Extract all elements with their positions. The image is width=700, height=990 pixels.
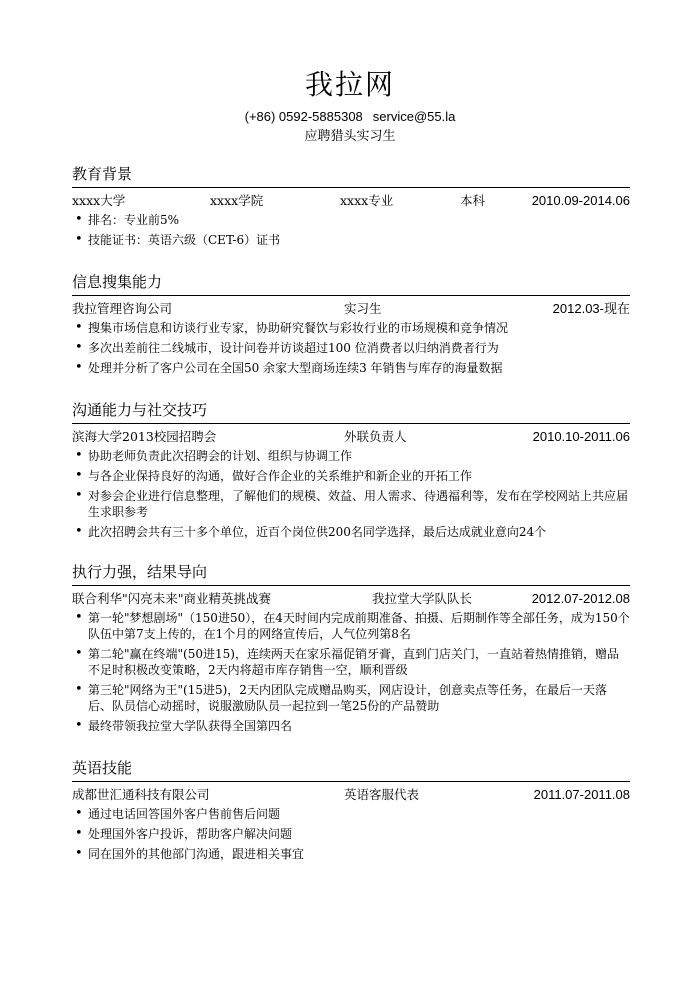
entry-header (72, 786, 630, 804)
candidate-name: 我拉网 (304, 68, 395, 101)
list-item: • 搜集市场信息和访谈行业专家，协助研究餐饮与彩妆行业的市场规模和竞争情况 (72, 320, 630, 336)
entry-header (72, 428, 630, 446)
section-info-gathering (72, 272, 630, 380)
entry-role: 外联负责人 (344, 429, 407, 444)
list-item: • 通过电话回答国外客户售前售后问题 (72, 806, 630, 822)
bullet-list (72, 320, 630, 376)
phone-number: (+86) 0592-5885308 (244, 109, 363, 124)
list-item: • 处理并分析了客户公司在全国50 余家大型商场连续3 年销售与库存的海量数据 (72, 360, 630, 376)
bullet-list (72, 212, 630, 248)
list-item: • 第一轮"梦想剧场"（150进50），在4天时间内完成前期准备、拍摄、后期制作等全部任务，成为150个队伍中第7支上传的，在1个月的网络宣传后，人气位列第8名 (72, 610, 630, 642)
section-title: 教育背景 (72, 164, 630, 188)
email-address: service@55.la (372, 109, 456, 124)
entry-major: xxxx专业 (340, 193, 394, 208)
resume-header (0, 68, 700, 146)
bullet-list (72, 448, 630, 540)
entry-role: 我拉堂大学队队长 (372, 591, 473, 606)
section-title: 执行力强，结果导向 (72, 562, 630, 586)
list-item: • 对参会企业进行信息整理，了解他们的规模、效益、用人需求、待遇福利等，发布在学校网站上共应届生求职参考 (72, 488, 630, 520)
entry-date: 2010.09-2014.06 (531, 193, 630, 208)
section-communication (72, 400, 630, 544)
entry-header (72, 300, 630, 318)
bullet-list (72, 610, 630, 734)
entry-school: xxxx大学 (72, 193, 126, 208)
bullet-list (72, 806, 630, 862)
job-objective: 应聘猎头实习生 (304, 129, 396, 144)
entry-date: 2012.07-2012.08 (531, 591, 630, 606)
list-item: • 多次出差前往二线城市，设计问卷并访谈超过100 位消费者以归纳消费者行为 (72, 340, 630, 356)
list-item: • 第二轮"赢在终端"(50进15)，连续两天在家乐福促销牙膏，直到门店关门，一直站着热情推销，赠品不足时积极改变策略，2天内将超市库存销售一空，顺利晋级 (72, 646, 630, 678)
section-execution (72, 562, 630, 738)
list-item: • 处理国外客户投诉，帮助客户解决问题 (72, 826, 630, 842)
list-item: • 最终带领我拉堂大学队获得全国第四名 (72, 718, 630, 734)
list-item: • 技能证书：英语六级（CET-6）证书 (72, 232, 630, 248)
entry-role: 英语客服代表 (344, 787, 420, 802)
list-item: • 协助老师负责此次招聘会的计划、组织与协调工作 (72, 448, 630, 464)
entry-header (72, 192, 630, 210)
section-title: 沟通能力与社交技巧 (72, 400, 630, 424)
entry-college: xxxx学院 (210, 193, 264, 208)
entry-role: 实习生 (344, 301, 382, 316)
list-item: • 此次招聘会共有三十多个单位，近百个岗位供200名同学选择，最后达成就业意向24个 (72, 524, 630, 540)
list-item: • 排名：专业前5% (72, 212, 630, 228)
entry-date: 2010.10-2011.06 (532, 429, 630, 444)
list-item: • 第三轮"网络为王"(15进5)，2天内团队完成赠品购买，网店设计，创意卖点等任务，在最后一天落后、队员信心动摇时，说服激励队员一起拉到一笔25份的产品赞助 (72, 682, 630, 714)
entry-organization: 滨海大学2013校园招聘会 (72, 429, 217, 444)
entry-organization: 成都世汇通科技有限公司 (72, 787, 210, 802)
entry-organization: 联合利华"闪亮未来"商业精英挑战赛 (72, 591, 271, 606)
entry-organization: 我拉管理咨询公司 (72, 301, 173, 316)
section-education (72, 164, 630, 252)
entry-header (72, 590, 630, 608)
entry-degree: 本科 (460, 193, 486, 208)
section-title: 信息搜集能力 (72, 272, 630, 296)
section-english (72, 758, 630, 866)
entry-date: 2012.03-现在 (552, 301, 630, 316)
list-item: • 同在国外的其他部门沟通，跟进相关事宜 (72, 846, 630, 862)
section-title: 英语技能 (72, 758, 630, 782)
entry-date: 2011.07-2011.08 (533, 787, 630, 802)
list-item: • 与各企业保持良好的沟通，做好合作企业的关系维护和新企业的开拓工作 (72, 468, 630, 484)
contact-line (0, 108, 700, 126)
